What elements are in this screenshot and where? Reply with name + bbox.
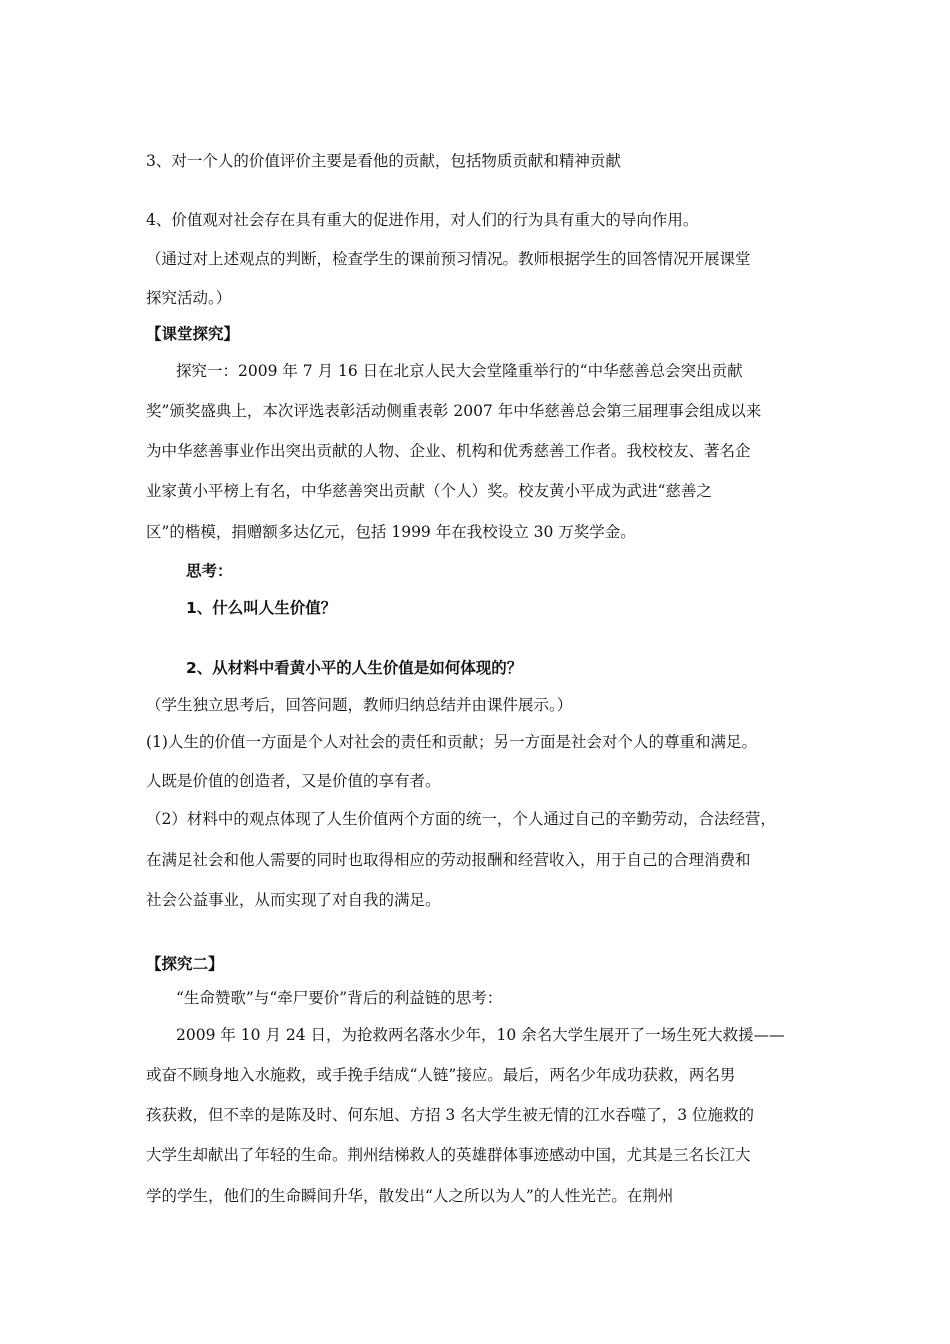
paragraph-line: （学生独立思考后，回答问题，教师归纳总结并由课件展示。）	[146, 696, 573, 714]
question-line: 2、从材料中看黄小平的人生价值是如何体现的？	[186, 659, 523, 677]
paragraph-line: （通过对上述观点的判断，检查学生的课前预习情况。教师根据学生的回答情况开展课堂	[146, 250, 751, 268]
paragraph-line: 2009 年 10 月 24 日，为抢救两名落水少年，10 余名大学生展开了一场生死大救援——	[176, 1026, 785, 1044]
paragraph-line: 孩获救，但不幸的是陈及时、何东旭、方招 3 名大学生被无情的江水吞噬了，3 位施救的	[146, 1106, 755, 1124]
paragraph-line: 大学生却献出了年轻的生命。荆州结梯救人的英雄群体事迹感动中国，尤其是三名长江大	[146, 1146, 751, 1164]
paragraph-line: 或奋不顾身地入水施救，或手挽手结成“人链”接应。最后，两名少年成功获救，两名男	[146, 1066, 736, 1084]
paragraph-line: （2）材料中的观点体现了人生价值两个方面的统一，个人通过自己的辛勤劳动，合法经营，	[146, 810, 776, 828]
paragraph-line: 在满足社会和他人需要的同时也取得相应的劳动报酬和经营收入，用于自己的合理消费和	[146, 851, 751, 869]
paragraph-line: 4、价值观对社会存在具有重大的促进作用，对人们的行为具有重大的导向作用。	[146, 211, 699, 229]
paragraph-line: 学的学生，他们的生命瞬间升华，散发出“人之所以为人”的人性光芒。在荆州	[146, 1187, 674, 1205]
paragraph-line: 探究活动。）	[146, 289, 232, 307]
think-heading: 思考：	[186, 562, 233, 580]
paragraph-line: 社会公益事业，从而实现了对自我的满足。	[146, 891, 441, 909]
paragraph-line: 人既是价值的创造者，又是价值的享有者。	[146, 772, 441, 790]
paragraph-line: 为中华慈善事业作出突出贡献的人物、企业、机构和优秀慈善工作者。我校校友、著名企	[146, 442, 751, 460]
paragraph-line: 3、对一个人的价值评价主要是看他的贡献，包括物质贡献和精神贡献	[146, 152, 621, 170]
paragraph-line: 业家黄小平榜上有名，中华慈善突出贡献（个人）奖。校友黄小平成为武进“慈善之	[146, 482, 712, 500]
paragraph-line: “生命赞歌”与“牵尸要价”背后的利益链的思考：	[176, 989, 503, 1007]
section-heading: 【课堂探究】	[146, 325, 240, 343]
paragraph-line: 区”的楷模，捐赠额多达亿元，包括 1999 年在我校设立 30 万奖学金。	[146, 523, 636, 541]
paragraph-line: 奖”颁奖盛典上，本次评选表彰活动侧重表彰 2007 年中华慈善总会第三届理事会组成以来	[146, 402, 762, 420]
paragraph-line: (1)人生的价值一方面是个人对社会的责任和贡献；另一方面是社会对个人的尊重和满足。	[146, 733, 757, 751]
question-line: 1、什么叫人生价值？	[186, 599, 337, 617]
section-heading: 【探究二】	[146, 955, 224, 973]
paragraph-line: 探究一：2009 年 7 月 16 日在北京人民大会堂隆重举行的“中华慈善总会突出贡献	[176, 362, 743, 380]
